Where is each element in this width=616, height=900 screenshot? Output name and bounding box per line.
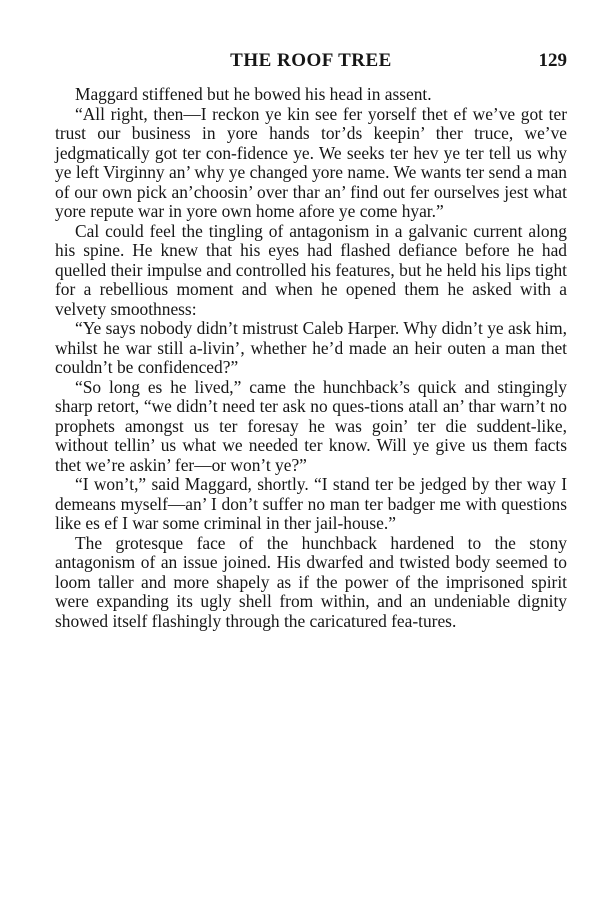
- paragraph: “I won’t,” said Maggard, shortly. “I stand ter be jedged by ther way I demeans myself—an’ I don’t suffer no man ter badger me with questions like es ef I war some criminal in ther jail-house.”: [55, 474, 567, 533]
- paragraph: “Ye says nobody didn’t mistrust Caleb Harper. Why didn’t ye ask him, whilst he war still a-livin’, whether he’d made an heir outen a man thet couldn’t be confidenced?”: [55, 318, 567, 377]
- paragraph: “So long es he lived,” came the hunchback’s quick and stingingly sharp retort, “we didn’t need ter ask no ques-tions atall an’ thar warn’t no prophets amongst us ter foresay he was goin’ ter die suddent-like, without tellin’ us what we needed ter know. Will ye give us them facts thet we’re askin’ fer—or won’t ye?”: [55, 376, 567, 475]
- body-text: [55, 85, 567, 631]
- paragraph: Maggard stiffened but he bowed his head in assent.: [75, 84, 432, 104]
- running-title: THE ROOF TREE: [230, 50, 392, 71]
- paragraph: “All right, then—I reckon ye kin see fer yorself thet ef we’ve got ter trust our business in yore hands tor’ds keepin’ ther truce, we’ve jedgmatically got ter con-fidence ye. We seeks ter hev ye ter tell us why ye left Virginny an’ why ye changed yore name. We wants ter send a man of our own pick an’choosin’ over thar an’ find out fer ourselves jest what yore repute war in yore own home afore ye come hyar.”: [55, 103, 567, 221]
- paragraph: Cal could feel the tingling of antagonism in a galvanic current along his spine. He knew that his eyes had flashed defiance before he had quelled their impulse and controlled his features, but he held his lips tight for a rebellious moment and when he opened them he asked with a velvety smoothness:: [55, 220, 567, 319]
- page-header: [55, 50, 567, 80]
- page-number: 129: [538, 50, 567, 71]
- book-page: [55, 50, 567, 631]
- paragraph: The grotesque face of the hunchback hardened to the stony antagonism of an issue joined. His dwarfed and twisted body seemed to loom taller and more shapely as if the power of the imprisoned spirit were expanding its ugly shell from within, and an undeniable dignity showed itself flashingly through the caricatured fea-tures.: [55, 532, 567, 631]
